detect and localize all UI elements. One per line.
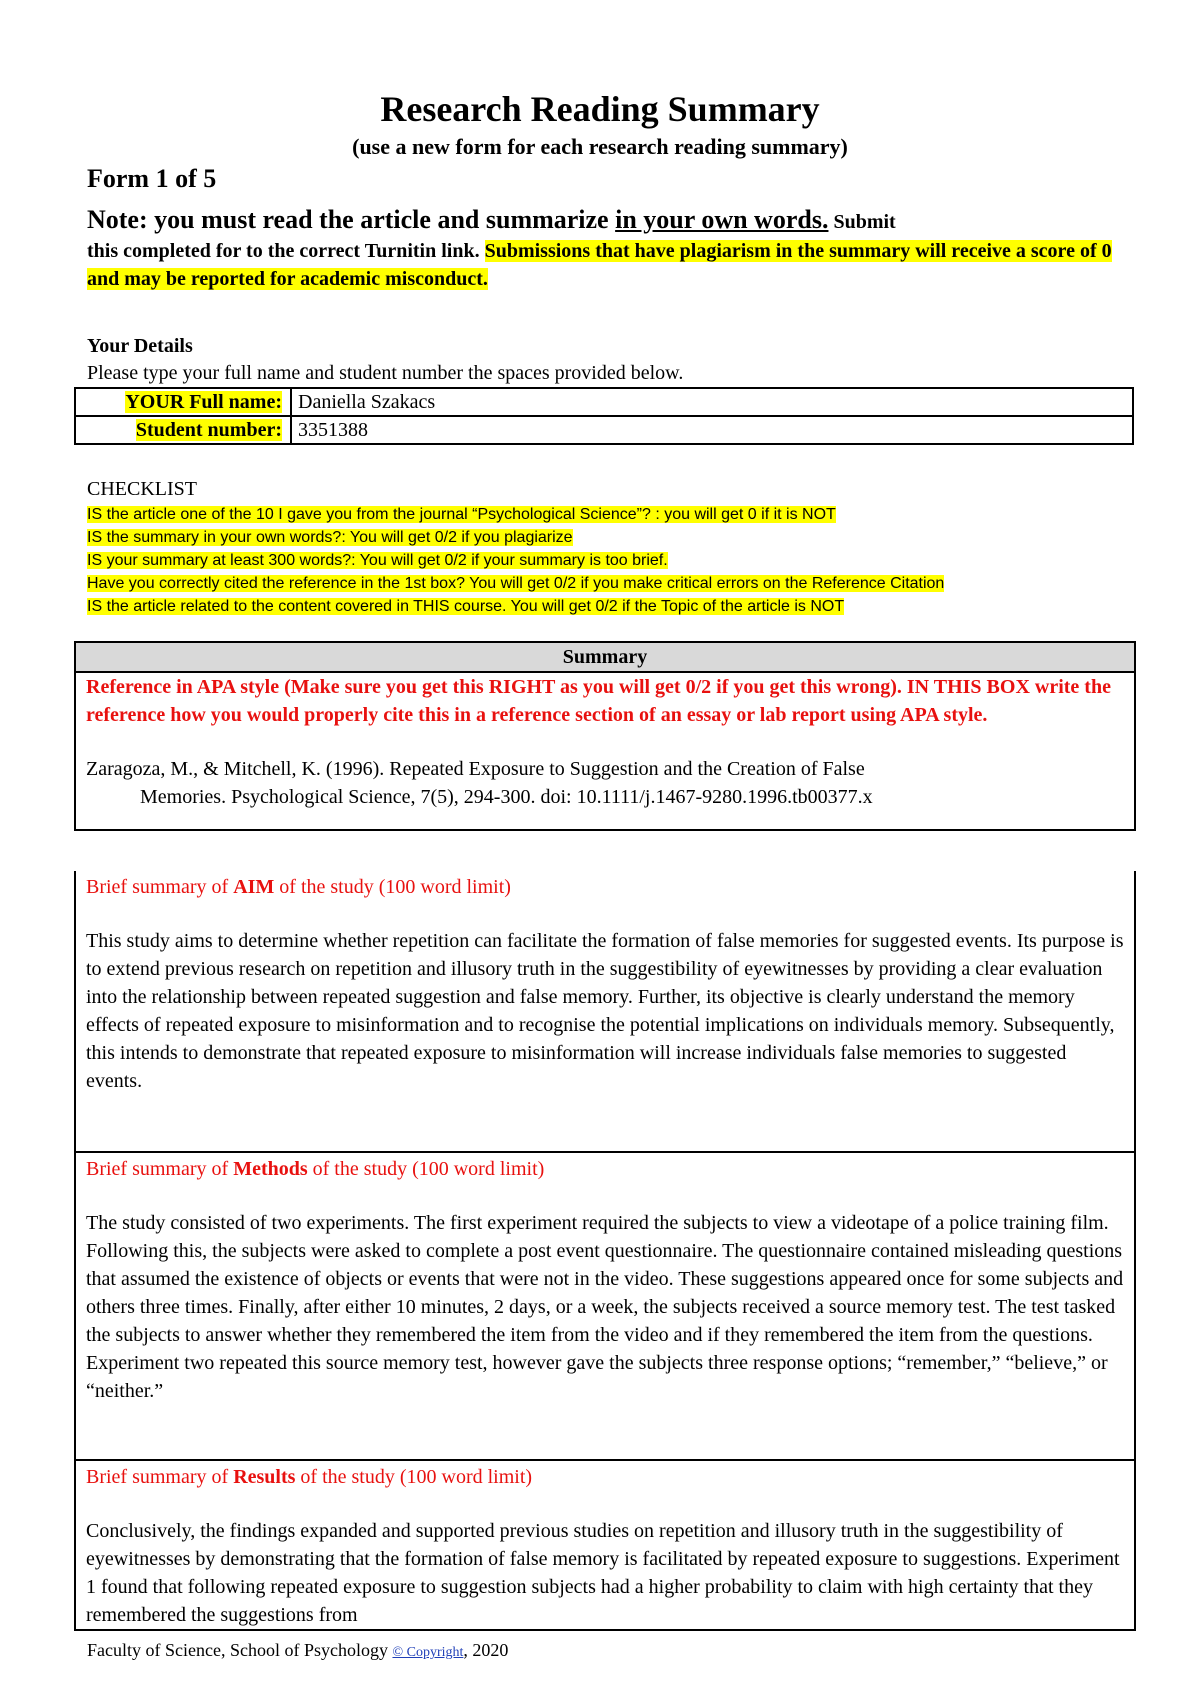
table-row (75, 416, 1133, 444)
full-name-field[interactable]: Daniella Szakacs (291, 388, 1133, 416)
note-heading (87, 203, 1127, 239)
note-emphasis: in your own words. (615, 205, 829, 234)
aim-heading: Brief summary of AIM of the study (100 word limit) (86, 876, 511, 898)
checklist-item: Have you correctly cited the reference in the 1st box? You will get 0/2 if you make critical errors on the Reference Citation (87, 575, 945, 592)
results-box (74, 1461, 1136, 1631)
methods-box (74, 1153, 1136, 1461)
reference-line: Zaragoza, M., & Mitchell, K. (1996). Repeated Exposure to Suggestion and the Creation of False (86, 758, 865, 780)
student-number-field[interactable]: 3351388 (291, 416, 1133, 444)
footer: Faculty of Science, School of Psychology © Copyright, 2020 (87, 1640, 509, 1660)
copyright-link[interactable]: © Copyright (392, 1645, 464, 1660)
student-number-label: Student number: (75, 416, 291, 444)
details-title: Your Details (87, 335, 193, 357)
note-plagiarism-warning: Submissions that have plagiarism in the summary will receive a score of 0 and may be reported for academic misconduct. (87, 240, 1112, 290)
details-table (74, 387, 1134, 445)
details-description: Please type your full name and student number the spaces provided below. (87, 362, 684, 384)
checklist-heading: CHECKLIST (87, 478, 197, 500)
aim-text[interactable]: This study aims to determine whether repetition can facilitate the formation of false memories for suggested events. Its purpose is to extend previous research on repetition and illusory truth in the suggestibility of eyewitnesses by providing a clear evaluation into the relationship between repeated suggestion and false memory. Further, its objective is clearly understand the memory effects of repeated exposure to misinformation and to recognise the potential implications on individuals memory. Subsequently, this intends to demonstrate that repeated exposure to misinformation will increase individuals false memories to suggested events. (86, 930, 1124, 1092)
table-row (75, 388, 1133, 416)
reference-line: Memories. Psychological Science, 7(5), 294-300. doi: 10.1111/j.1467-9280.1996.tb00377.x (140, 786, 873, 808)
page-title: Research Reading Summary (380, 89, 820, 129)
note-turnitin: this completed for to the correct Turnitin link. (87, 240, 485, 262)
checklist-item: IS your summary at least 300 words?: You will get 0/2 if your summary is too brief. (87, 552, 668, 569)
full-name-label: YOUR Full name: (75, 388, 291, 416)
reference-instruction: Reference in APA style (Make sure you get this RIGHT as you will get 0/2 if you get this wrong). IN THIS BOX write the reference how you would properly cite this in a reference section of an essay or lab report using APA style. (86, 676, 1111, 726)
methods-heading: Brief summary of Methods of the study (100 word limit) (86, 1158, 545, 1180)
checklist (87, 503, 944, 618)
checklist-item: IS the article related to the content covered in THIS course. You will get 0/2 if the Topic of the article is NOT (87, 598, 845, 615)
results-heading: Brief summary of Results of the study (100 word limit) (86, 1466, 533, 1488)
results-text[interactable]: Conclusively, the findings expanded and supported previous studies on repetition and illusory truth in the suggestibility of eyewitnesses by demonstrating that the formation of false memory is facilitated by repeated exposure to suggestions. Experiment 1 found that following repeated exposure to suggestion subjects had a higher probability to claim with high certainty that they remembered the suggestions from (86, 1520, 1120, 1626)
reference-box (74, 671, 1136, 831)
summary-header: Summary (74, 641, 1136, 673)
note-text: Note: you must read the article and summarize (87, 205, 616, 234)
note-submit: Submit (828, 211, 896, 233)
aim-box (74, 871, 1136, 1153)
checklist-item: IS the summary in your own words?: You will get 0/2 if you plagiarize (87, 529, 573, 546)
page-subtitle: (use a new form for each research reading summary) (352, 134, 848, 159)
note-details (87, 237, 1127, 293)
methods-text[interactable]: The study consisted of two experiments. The first experiment required the subjects to view a videotape of a police training film. Following this, the subjects were asked to complete a post event questionnaire. The questionnaire contained misleading questions that assumed the existence of objects or events that were not in the video. These suggestions appeared once for some subjects and others three times. Finally, after either 10 minutes, 2 days, or a week, the subjects received a source memory test. The test tasked the subjects to answer whether they remembered the item from the video and if they remembered the item from the questions. Experiment two repeated this source memory test, however gave the subjects three response options; “remember,” “believe,” or “neither.” (86, 1212, 1124, 1402)
checklist-item: IS the article one of the 10 I gave you from the journal “Psychological Science”? : you will get 0 if it is NOT (87, 506, 836, 523)
form-number: Form 1 of 5 (87, 164, 217, 193)
